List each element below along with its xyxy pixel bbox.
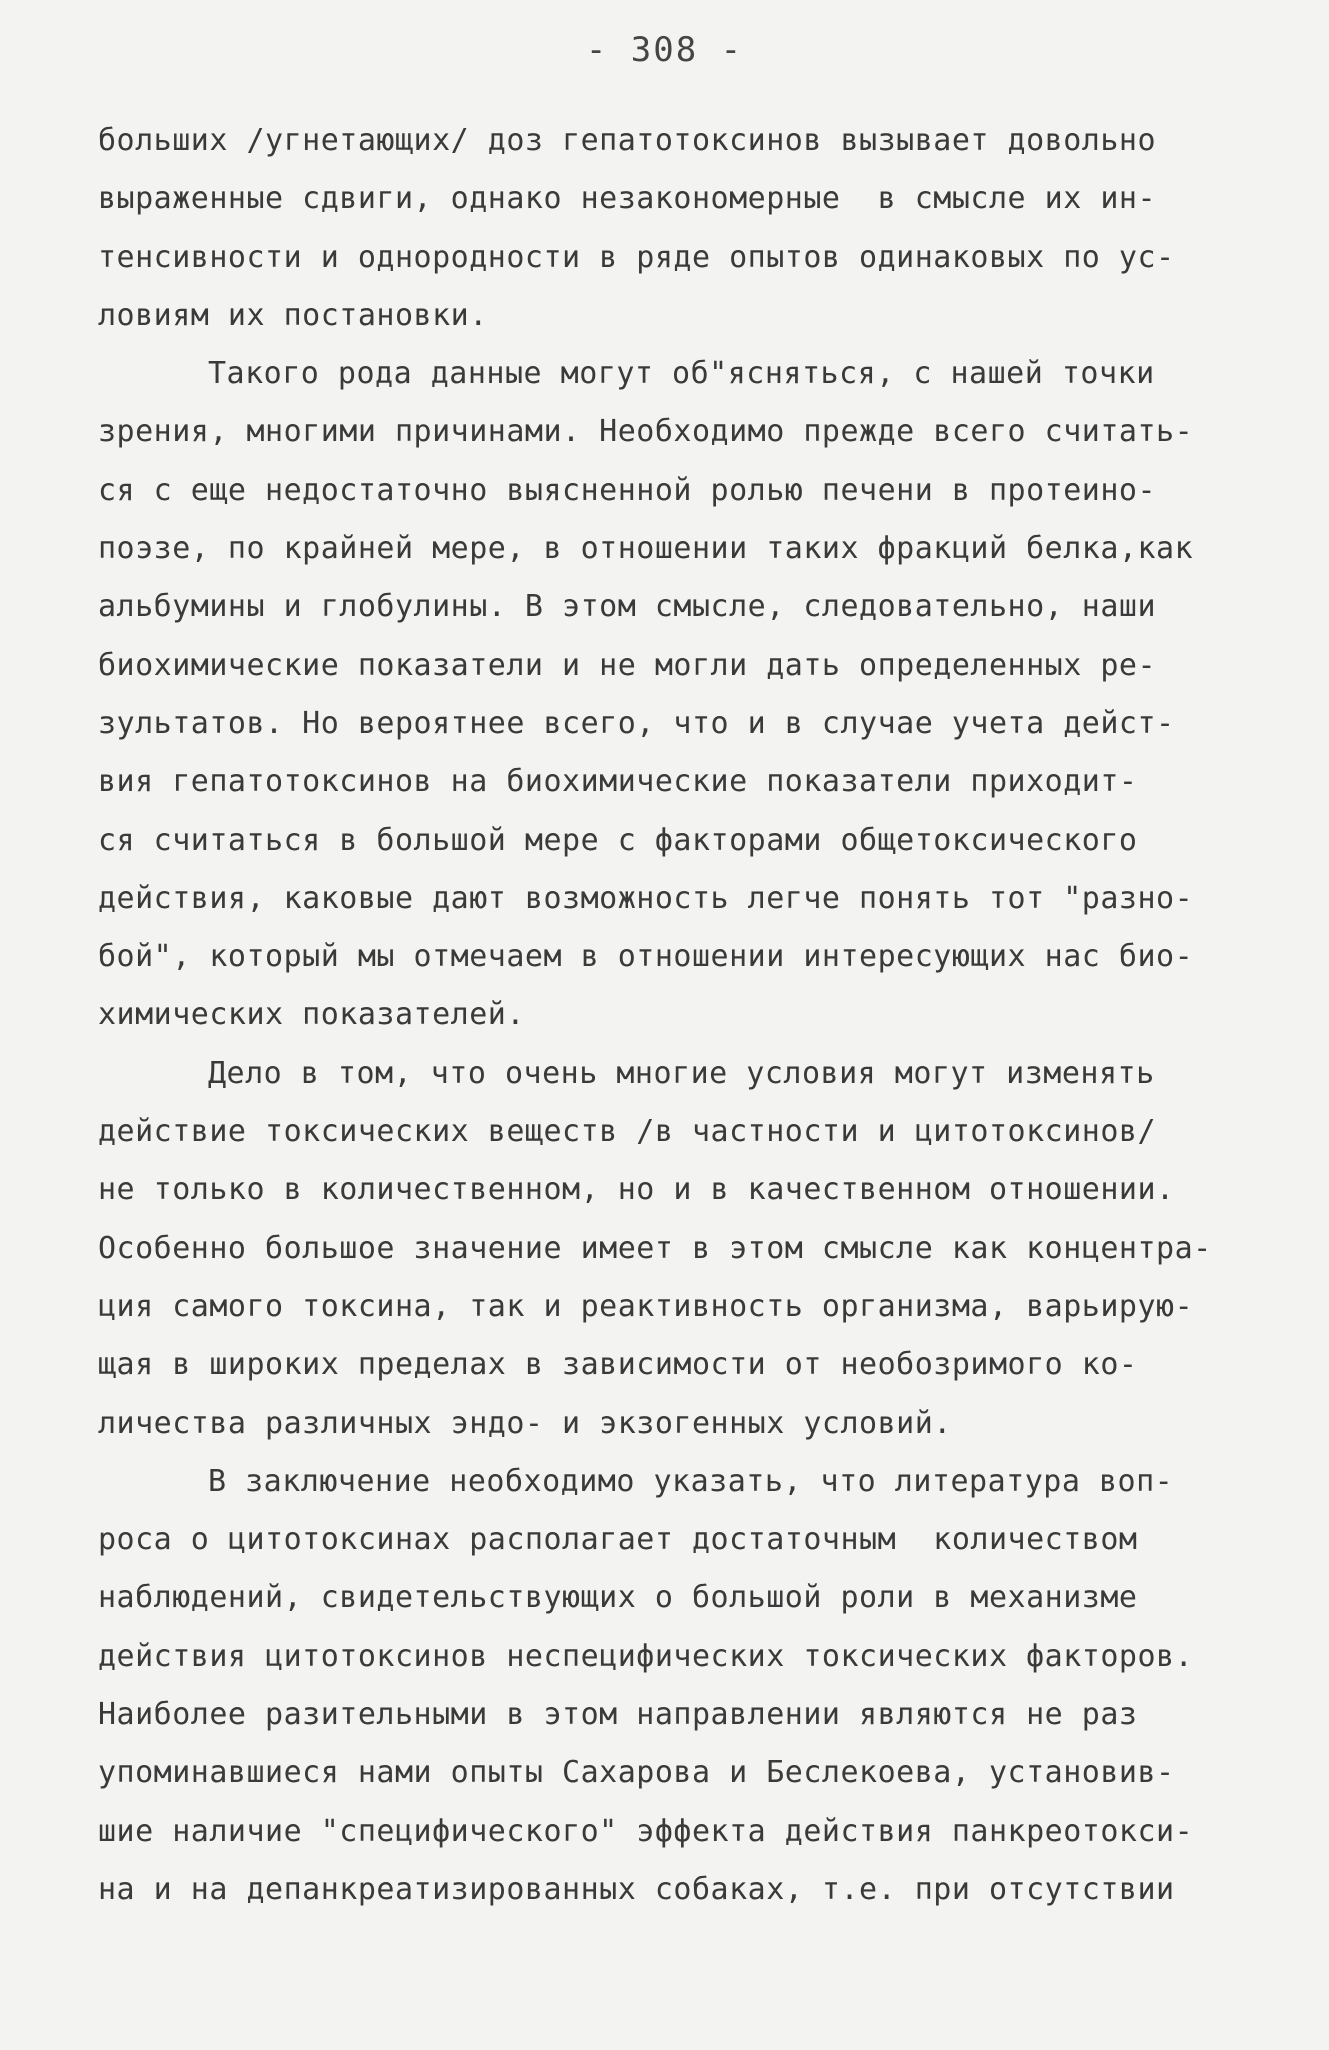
text-line: вия гепатотоксинов на биохимические показатели приходит-: [98, 764, 1138, 800]
text-line: Особенно большое значение имеет в этом смысле как концентра-: [98, 1230, 1212, 1266]
text-line: тенсивности и однородности в ряде опытов одинаковых по ус-: [98, 239, 1175, 275]
text-line: упоминавшиеся нами опыты Сахарова и Беслекоева, установив-: [98, 1755, 1175, 1791]
text-line: ция самого токсина, так и реактивность организма, варьирую-: [98, 1288, 1194, 1324]
text-line: больших /угнетающих/ доз гепатотоксинов вызывает довольно: [98, 123, 1157, 158]
text-line: щая в широких пределах в зависимости от необозримого ко-: [98, 1347, 1138, 1383]
text-line: В заключение необходимо указать, что литература воп-: [208, 1463, 1174, 1499]
text-line: Наиболее разительными в этом направлении являются не раз: [98, 1697, 1138, 1733]
text-line: химических показателей.: [98, 997, 525, 1033]
text-line: действие токсических веществ /в частности и цитотоксинов/: [98, 1114, 1157, 1150]
text-line: биохимические показатели и не могли дать определенных ре-: [98, 647, 1157, 683]
text-line: зультатов. Но вероятнее всего, что и в случае учета дейст-: [98, 705, 1175, 741]
text-line: Такого рода данные могут об"ясняться, с нашей точки: [208, 356, 1155, 392]
body-text: [98, 112, 1238, 1919]
text-line: бой", который мы отмечаем в отношении интересующих нас био-: [98, 939, 1194, 975]
text-line: ся считаться в большой мере с факторами общетоксического: [98, 822, 1138, 858]
text-line: действия, каковые дают возможность легче понять тот "разно-: [98, 880, 1194, 916]
text-line: ловиям их постановки.: [98, 297, 488, 333]
text-line: шие наличие "специфического" эффекта действия панкреотокси-: [98, 1813, 1194, 1849]
text-line: зрения, многими причинами. Необходимо прежде всего считать-: [98, 414, 1194, 450]
page-number: - 308 -: [585, 30, 744, 70]
text-line: на и на депанкреатизированных собаках, т.е. при отсутствии: [98, 1871, 1175, 1907]
text-line: альбумины и глобулины. В этом смысле, следовательно, наши: [98, 589, 1157, 625]
text-line: роса о цитотоксинах располагает достаточным количеством: [98, 1522, 1138, 1558]
text-line: не только в количественном, но и в качественном отношении.: [98, 1172, 1175, 1208]
text-line: личества различных эндо- и экзогенных условий.: [98, 1405, 952, 1441]
text-line: действия цитотоксинов неспецифических токсических факторов.: [98, 1638, 1194, 1674]
text-line: выраженные сдвиги, однако незакономерные в смысле их ин-: [98, 181, 1157, 217]
text-line: ся с еще недостаточно выясненной ролью печени в протеино-: [98, 472, 1157, 508]
text-line: поэзе, по крайней мере, в отношении таких фракций белка,как: [98, 531, 1194, 567]
text-line: Дело в том, что очень многие условия могут изменять: [208, 1055, 1155, 1091]
text-line: наблюдений, свидетельствующих о большой роли в механизме: [98, 1580, 1138, 1616]
